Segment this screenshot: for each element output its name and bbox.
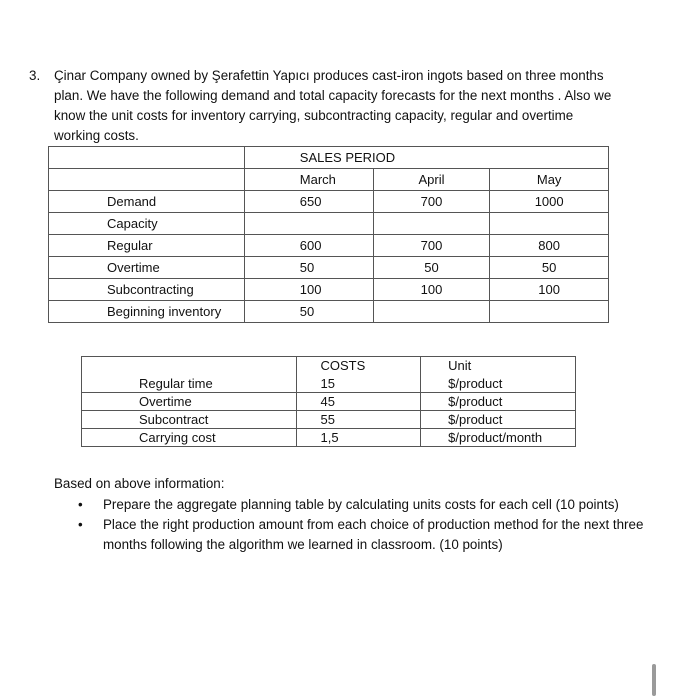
- question-line: Çinar Company owned by Şerafettin Yapıcı produces cast-iron ingots based on three months: [54, 68, 604, 83]
- costs-table: [81, 356, 576, 447]
- bullet-icon: •: [78, 497, 83, 512]
- table-cell: 700: [373, 235, 490, 257]
- table-cell: 50: [244, 257, 373, 279]
- row-label: Subcontracting: [49, 279, 245, 301]
- table-cell: [373, 301, 490, 323]
- table-cell: $/product: [421, 393, 576, 411]
- table-cell: 15: [297, 375, 421, 393]
- table-row: [49, 213, 609, 235]
- row-label: Beginning inventory: [49, 301, 245, 323]
- list-item: [78, 495, 663, 515]
- table-cell: 50: [244, 301, 373, 323]
- row-label: Overtime: [82, 393, 297, 411]
- month-header: April: [373, 169, 490, 191]
- table-row: [49, 279, 609, 301]
- table-row: [82, 393, 576, 411]
- table-cell: 50: [373, 257, 490, 279]
- table-row: [82, 411, 576, 429]
- row-label: Demand: [49, 191, 245, 213]
- table-cell: 100: [373, 279, 490, 301]
- question-line: know the unit costs for inventory carrying, subcontracting capacity, regular and overtime: [54, 108, 574, 123]
- table-cell: 55: [297, 411, 421, 429]
- table-row: [49, 191, 609, 213]
- table-cell: 1,5: [297, 429, 421, 447]
- list-item: [78, 515, 663, 555]
- table-row: [49, 235, 609, 257]
- table-cell: 100: [490, 279, 609, 301]
- table-cell: 800: [490, 235, 609, 257]
- table-cell: 1000: [490, 191, 609, 213]
- sales-period-table: [48, 146, 609, 323]
- row-label: Regular time: [82, 375, 297, 393]
- table-cell: 50: [490, 257, 609, 279]
- table-cell: $/product: [421, 411, 576, 429]
- table-row: [49, 169, 609, 191]
- table-row: [49, 147, 609, 169]
- unit-header: Unit: [421, 357, 576, 375]
- table-cell: $/product: [421, 375, 576, 393]
- table-row: [82, 375, 576, 393]
- table-row: [49, 301, 609, 323]
- instructions-list: [78, 495, 663, 555]
- month-header: May: [490, 169, 609, 191]
- list-item-text: Place the right production amount from each choice of production method for the next three months following the algorithm we learned in classroom. (10 points): [103, 517, 644, 552]
- table-cell: [244, 213, 373, 235]
- question-number: 3.: [29, 68, 41, 83]
- row-label: Overtime: [49, 257, 245, 279]
- table-row: [82, 429, 576, 447]
- table-cell: [490, 213, 609, 235]
- table-cell: [490, 301, 609, 323]
- question-line: working costs.: [54, 128, 139, 143]
- list-item-text: Prepare the aggregate planning table by calculating units costs for each cell (10 points): [103, 497, 619, 512]
- table-cell: 45: [297, 393, 421, 411]
- month-header: March: [244, 169, 373, 191]
- instructions-intro: Based on above information:: [54, 476, 225, 491]
- table-row: [49, 257, 609, 279]
- row-label: Capacity: [49, 213, 245, 235]
- sales-period-header: SALES PERIOD: [244, 147, 608, 169]
- bullet-icon: •: [78, 517, 83, 532]
- table-row: [82, 357, 576, 375]
- question-text: [54, 66, 654, 146]
- table-cell: 600: [244, 235, 373, 257]
- table-cell: 650: [244, 191, 373, 213]
- costs-header: COSTS: [297, 357, 421, 375]
- row-label: Carrying cost: [82, 429, 297, 447]
- row-label: Regular: [49, 235, 245, 257]
- table-cell: [373, 213, 490, 235]
- question-line: plan. We have the following demand and total capacity forecasts for the next months . Also we: [54, 88, 612, 103]
- row-label: Subcontract: [82, 411, 297, 429]
- scrollbar-thumb[interactable]: [652, 664, 656, 696]
- table-cell: 700: [373, 191, 490, 213]
- table-cell: 100: [244, 279, 373, 301]
- table-cell: $/product/month: [421, 429, 576, 447]
